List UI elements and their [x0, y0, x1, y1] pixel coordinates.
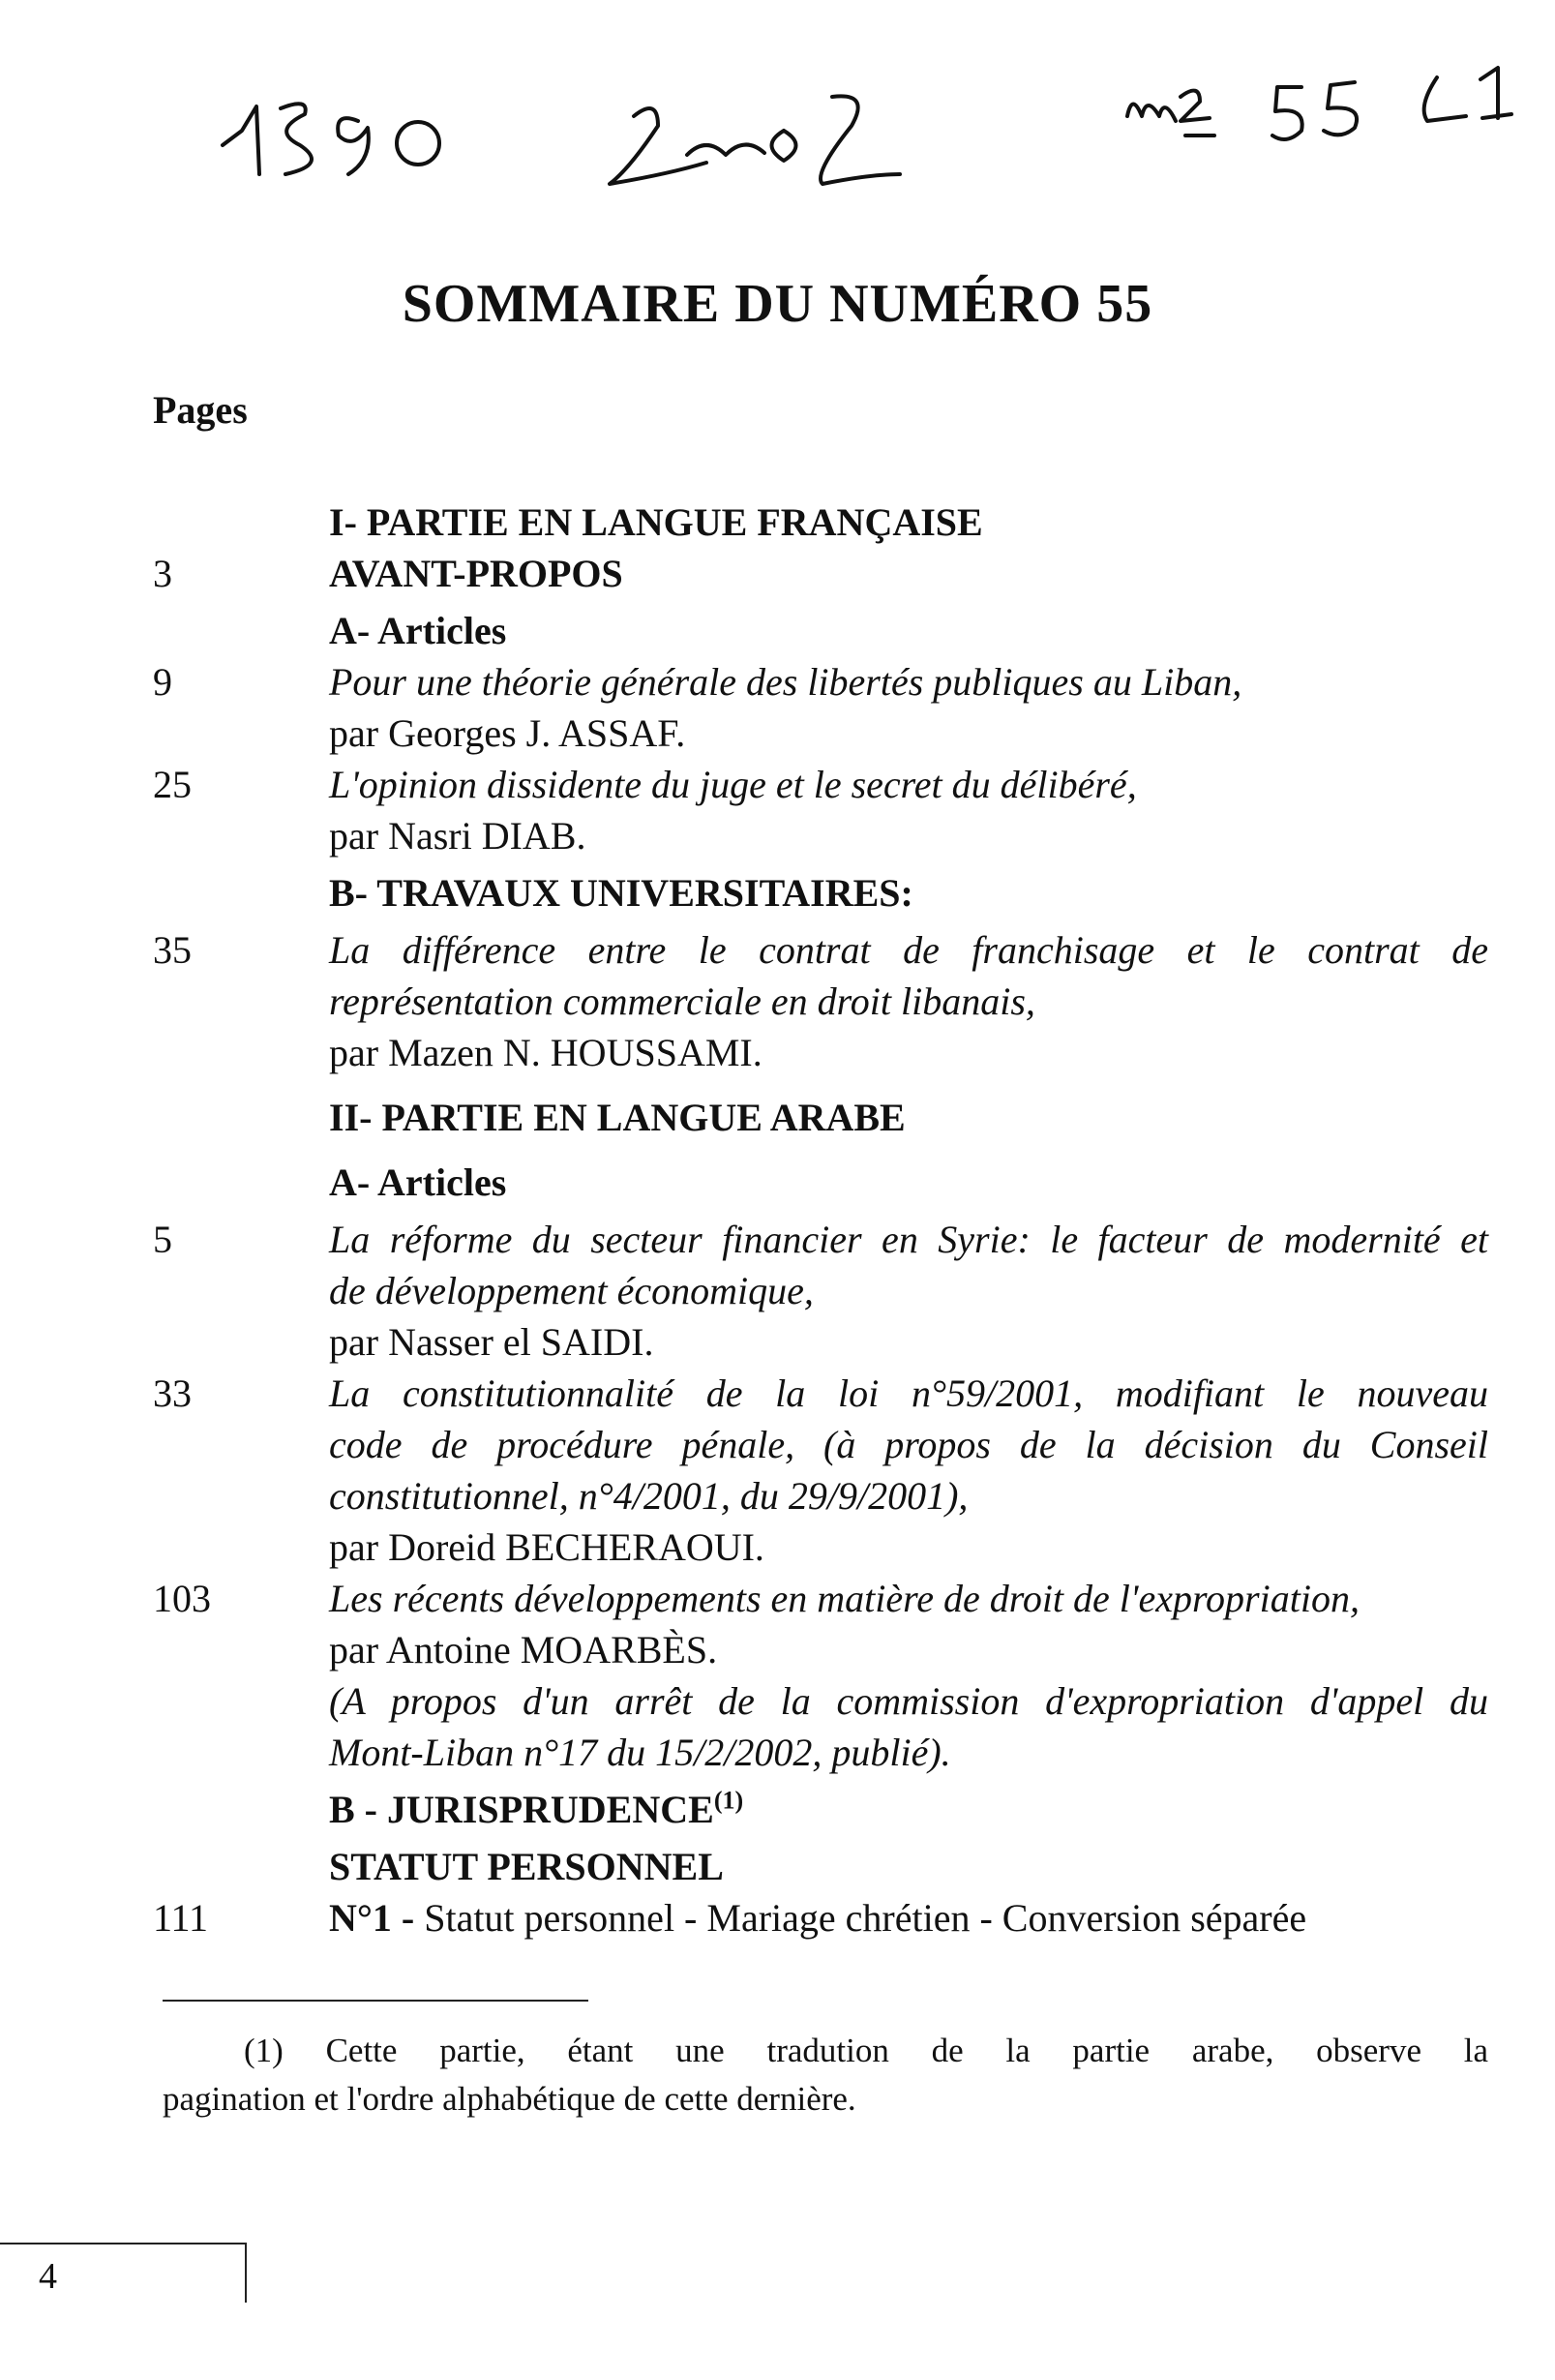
entry-title-line: La constitutionnalité de la loi n°59/2001, modifiant le nouveau — [329, 1371, 1488, 1415]
toc-entry — [153, 1368, 1488, 1573]
toc-heading-statut: STATUT PERSONNEL — [329, 1845, 724, 1888]
toc-heading-articles-fr: A- Articles — [329, 609, 507, 652]
entry-author: par Doreid BECHERAOUI. — [329, 1525, 764, 1569]
entry-note-line: (A propos d'un arrêt de la commission d'expropriation d'appel du — [329, 1679, 1488, 1723]
toc-entry — [153, 924, 1488, 1078]
entry-author: par Nasri DIAB. — [329, 814, 586, 858]
page-ref: 35 — [153, 928, 192, 972]
toc-entry — [153, 759, 1488, 861]
toc-heading-travaux: B- TRAVAUX UNIVERSITAIRES: — [329, 871, 913, 915]
toc-entry — [153, 1892, 1488, 1943]
toc-heading-part1: I- PARTIE EN LANGUE FRANÇAISE — [329, 500, 983, 544]
footnote-line: pagination et l'ordre alphabétique de cette dernière. — [163, 2080, 856, 2118]
entry-title: Pour une théorie générale des libertés publiques au Liban, — [329, 660, 1242, 704]
entry-title-line: La différence entre le contrat de franchisage et le contrat de — [329, 928, 1488, 972]
entry-title-line: code de procédure pénale, (à propos de la décision du Conseil — [329, 1423, 1488, 1466]
entry-title: L'opinion dissidente du juge et le secret du délibéré, — [329, 763, 1137, 806]
entry-number: N°1 - — [329, 1896, 415, 1940]
entry-title-line: de développement économique, — [329, 1269, 814, 1312]
page-ref: 9 — [153, 660, 172, 704]
toc-heading-articles-ar: A- Articles — [329, 1160, 507, 1204]
entry-note-line: Mont-Liban n°17 du 15/2/2002, publié). — [329, 1731, 951, 1774]
page-ref: 103 — [153, 1577, 211, 1620]
page-ref: 3 — [153, 552, 172, 595]
page-ref: 25 — [153, 763, 192, 806]
entry-title-line: La réforme du secteur financier en Syrie: le facteur de modernité et — [329, 1218, 1488, 1261]
toc-entry — [153, 1214, 1488, 1368]
page-ref: 111 — [153, 1896, 209, 1940]
entry-author: par Mazen N. HOUSSAMI. — [329, 1031, 763, 1074]
entry-title: Les récents développements en matière de droit de l'expropriation, — [329, 1577, 1360, 1620]
page-number: 4 — [39, 2256, 57, 2297]
entry-title-line: représentation commerciale en droit libanais, — [329, 979, 1035, 1023]
page-ref: 5 — [153, 1218, 172, 1261]
entry-author: par Nasser el SAIDI. — [329, 1320, 654, 1364]
page-ref: 33 — [153, 1371, 192, 1415]
page-number-box — [0, 2243, 247, 2303]
table-of-contents — [153, 497, 1488, 1943]
toc-heading-jurisprudence: B - JURISPRUDENCE$^{(1)}$ — [329, 1786, 744, 1831]
toc-entry-avant-propos: 3 AVANT-PROPOS — [153, 548, 1488, 599]
footnote-line: (1) Cette partie, étant une tradution de la partie arabe, observe la — [244, 2032, 1488, 2069]
handwritten-annotation — [203, 39, 1539, 203]
entry-text: Statut personnel - Mariage chrétien - Conversion séparée — [414, 1896, 1307, 1940]
toc-heading-part2: II- PARTIE EN LANGUE ARABE — [329, 1096, 906, 1139]
footnote-marker: (1) — [713, 1786, 744, 1815]
entry-title-line: constitutionnel, n°4/2001, du 29/9/2001), — [329, 1474, 969, 1518]
footnote — [163, 2027, 1488, 2124]
toc-entry — [153, 656, 1488, 759]
page-title: SOMMAIRE DU NUMÉRO 55 — [402, 274, 1153, 334]
entry-author: par Georges J. ASSAF. — [329, 711, 686, 755]
toc-entry — [153, 1573, 1488, 1778]
pages-column-label: Pages — [153, 388, 248, 432]
footnote-rule — [163, 2000, 588, 2002]
entry-author: par Antoine MOARBÈS. — [329, 1628, 718, 1672]
